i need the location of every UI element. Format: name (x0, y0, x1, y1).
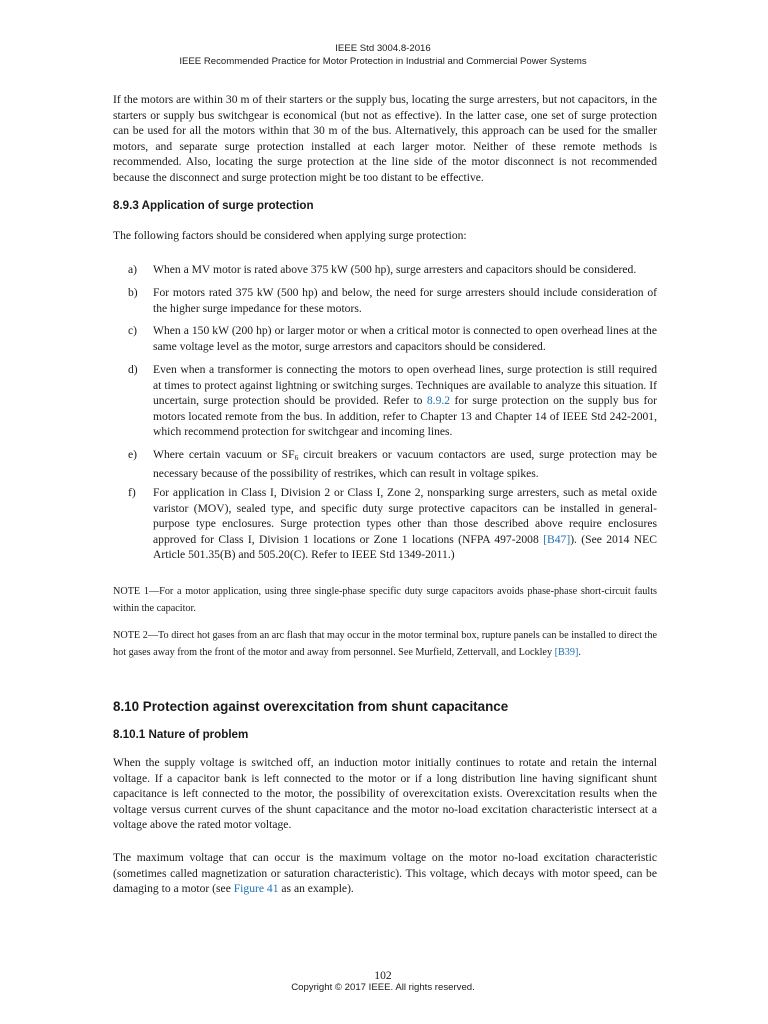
list-item-text: When a MV motor is rated above 375 kW (500 hp), surge arresters and capacitors should be considered. (153, 263, 637, 276)
header-standard-number: IEEE Std 3004.8-2016 (335, 43, 431, 54)
section-heading-8-9-3: 8.9.3 Application of surge protection (113, 199, 314, 212)
list-item-text: When a 150 kW (200 hp) or larger motor or when a critical motor is connected to open overhead lines at the same voltage level as the motor, surge arrestors and capacitors should be considered. (153, 324, 657, 353)
page-footer (110, 969, 656, 993)
intro-paragraph: If the motors are within 30 m of their starters or the supply bus, locating the surge arresters, but not capacitors, in the starters or supply bus switchgear is economical (but not as effective). In the latter case, one set of surge protection can be used for all the motors within that 30 m of the bus. Alternatively, this approach can be used for the smaller motors, and separate surge protection installed at each larger motor. Neither of these remote methods is recommended. Also, locating the surge protection at the line side of the motor disconnect is not recommended because the disconnect and surge protection might be too distant to be effective. (113, 93, 657, 184)
list-item-label: d) (128, 363, 138, 376)
header-standard-title: IEEE Recommended Practice for Motor Protection in Industrial and Commercial Power Systems (179, 56, 587, 67)
list-item-label: c) (128, 324, 138, 337)
list-item-text: For motors rated 375 kW (500 hp) and below, the need for surge arresters should include consideration of the higher surge impedance for these motors. (153, 286, 657, 315)
list-item-label: f) (128, 486, 136, 499)
copyright-notice: Copyright © 2017 IEEE. All rights reserved. (291, 982, 475, 993)
list-item-text: For application in Class I, Division 2 or Class I, Zone 2, nonsparking surge arresters, such as metal oxide varistor (MOV), sealed type, and specific duty surge protective capacitors can be installed in general-purpose type enclosures. Surge protection types other than those described above require enclosures approved for Class I, Division 1 locations or Zone 1 locations (NFPA 497-2008 [B47]). (See 2014 NEC Article 501.35(B) and 505.20(C). Refer to IEEE Std 1349-2011.) (153, 486, 657, 561)
cross-reference-link[interactable]: 8.9.2 (426, 394, 451, 407)
list-item-text: Even when a transformer is connecting the motors to open overhead lines, surge protection is still required at times to protect against lightning or switching surges. Techniques are available to analyze this situation. If uncertain, surge protection should be provided. Refer to 8.9.2 for surge protection on the supply bus for motors located remote from the bus. In addition, refer to Chapter 13 and Chapter 14 of IEEE Std 242-2001, which recommend protection for switchgear and incoming lines. (153, 363, 657, 438)
subscript: 6 (294, 453, 299, 462)
list-item-label: a) (128, 263, 138, 276)
page-number: 102 (374, 969, 392, 982)
bibliography-link[interactable]: [B47] (543, 532, 571, 546)
paragraph-nature-of-problem-2: The maximum voltage that can occur is the maximum voltage on the motor no-load excitation characteristic (sometimes called magnetization or saturation characteristic). This voltage, which decays with motor speed, can be damaging to a motor (see Figure 41 as an example). (113, 851, 657, 895)
section-lead-text: The following factors should be considered when applying surge protection: (113, 229, 467, 242)
figure-reference-link[interactable]: Figure 41 (233, 882, 279, 895)
list-item-label: e) (128, 448, 138, 461)
section-heading-8-10-1: 8.10.1 Nature of problem (113, 728, 249, 741)
note-1: NOTE 1—For a motor application, using three single-phase specific duty surge capacitors avoids phase-phase short-circuit faults within the capacitor. (113, 586, 657, 614)
note-2: NOTE 2—To direct hot gases from an arc flash that may occur in the motor terminal box, rupture panels can be installed to direct the hot gases away from the front of the motor and away from personnel. See Murfield, Zettervall, and Lockley [B39]. (113, 630, 657, 658)
running-header (110, 42, 656, 68)
section-heading-8-10: 8.10 Protection against overexcitation from shunt capacitance (113, 699, 509, 714)
list-item-label: b) (128, 286, 138, 299)
bibliography-link[interactable]: [B39] (554, 647, 579, 658)
paragraph-nature-of-problem-1: When the supply voltage is switched off, an induction motor initially continues to rotate and retain the internal voltage. If a capacitor bank is left connected to the motor or if a long distribution line having significant shunt capacitance is left connected to the motor, the possibility of overexcitation exists. Overexcitation results when the voltage versus current curves of the shunt capacitance and the motor no-load excitation characteristic intersect at a voltage above the rated motor voltage. (113, 756, 657, 831)
list-item-text: Where certain vacuum or $SF_6$ circuit breakers or vacuum contactors are used, surge protection may be necessary because of the possibility of restrikes, which can result in voltage spikes. (153, 448, 658, 480)
